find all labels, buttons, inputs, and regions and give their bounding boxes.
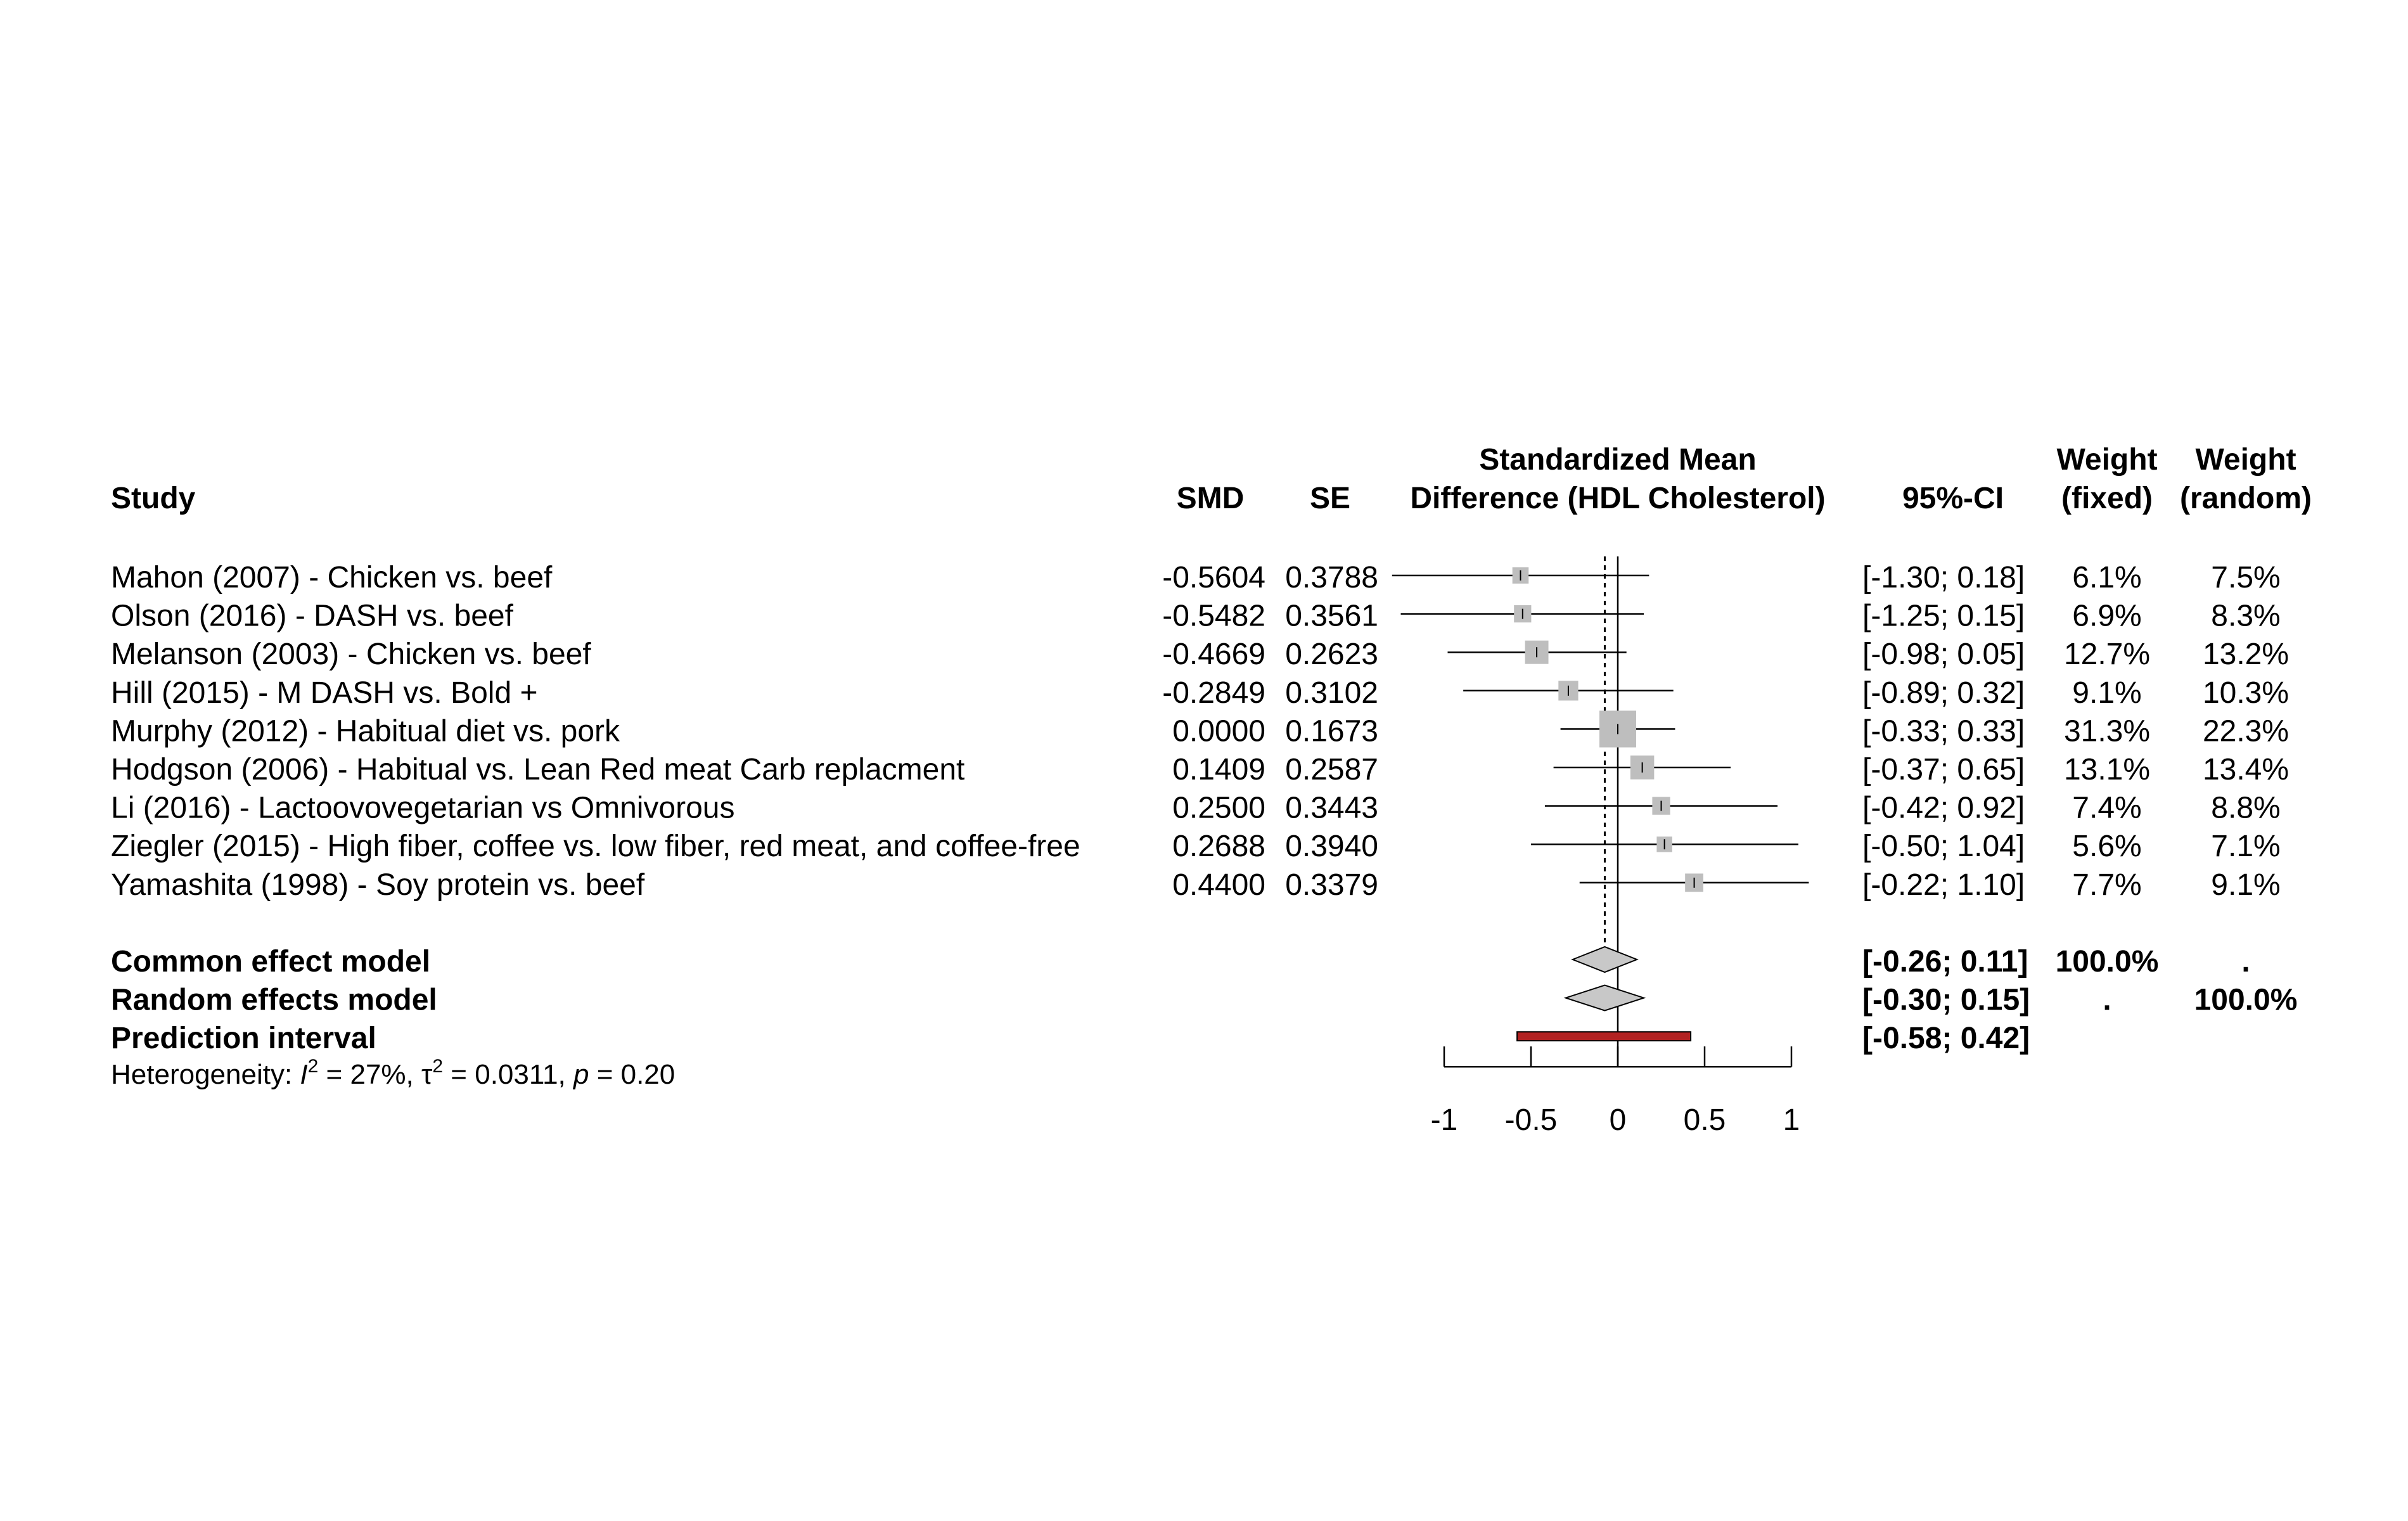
table-row (111, 868, 2281, 902)
smd-value: -0.4669 (1162, 638, 1265, 672)
table-row (111, 638, 2289, 671)
study-label: Li (2016) - Lactoovovegetarian vs Omnivorous (111, 791, 735, 825)
column-headers (111, 443, 2312, 515)
se-value: 0.3102 (1285, 676, 1378, 710)
common-effect-weight-random: . (2241, 945, 2250, 979)
heterogeneity-text (111, 1056, 675, 1090)
weight-random-value: 10.3% (2202, 676, 2290, 710)
header-se: SE (1309, 482, 1351, 515)
weight-random-value: 7.5% (2211, 561, 2281, 594)
prediction-interval-label: Prediction interval (111, 1022, 376, 1056)
smd-value: 0.2500 (1172, 791, 1265, 825)
prediction-interval-row (111, 1022, 2030, 1055)
plot-area (1392, 556, 1809, 1067)
weight-random-value: 7.1% (2211, 830, 2281, 864)
common-effect-diamond (1573, 947, 1637, 972)
x-tick-label: 0 (1609, 1103, 1627, 1138)
weight-fixed-value: 7.7% (2072, 868, 2142, 902)
random-effects-ci: [-0.30; 0.15] (1862, 983, 2030, 1017)
ci-value: [-1.25; 0.15] (1862, 599, 2025, 633)
header-weight-fixed-line2: (fixed) (2061, 482, 2153, 515)
x-axis (1431, 1046, 1800, 1137)
weight-fixed-value: 5.6% (2072, 830, 2142, 864)
ci-value: [-0.33; 0.33] (1862, 714, 2025, 748)
common-effect-row (111, 945, 2250, 979)
header-smd: SMD (1176, 482, 1245, 515)
study-label: Murphy (2012) - Habitual diet vs. pork (111, 714, 620, 748)
se-value: 0.3443 (1285, 791, 1378, 825)
se-value: 0.2623 (1285, 638, 1378, 672)
ci-value: [-0.98; 0.05] (1862, 638, 2025, 672)
weight-fixed-value: 13.1% (2063, 753, 2151, 786)
random-effects-diamond (1566, 985, 1644, 1011)
x-tick-label: -0.5 (1504, 1103, 1558, 1138)
weight-fixed-value: 7.4% (2072, 791, 2142, 825)
random-effects-label: Random effects model (111, 983, 437, 1017)
tau2-value: = 0.0311, (443, 1059, 573, 1090)
common-effect-ci: [-0.26; 0.11] (1862, 945, 2028, 979)
ci-value: [-0.22; 1.10] (1862, 868, 2025, 902)
smd-value: 0.1409 (1172, 753, 1265, 786)
study-label: Mahon (2007) - Chicken vs. beef (111, 561, 553, 594)
tau2-superscript: 2 (432, 1056, 444, 1077)
x-tick-label: 0.5 (1683, 1103, 1726, 1138)
header-weight-random-line2: (random) (2180, 482, 2312, 515)
smd-value: 0.2688 (1172, 830, 1265, 864)
i2-value: = 27%, (318, 1059, 421, 1090)
study-label: Olson (2016) - DASH vs. beef (111, 599, 513, 633)
smd-value: -0.5482 (1162, 599, 1265, 633)
table-row (111, 792, 2281, 825)
ci-value: [-0.37; 0.65] (1862, 753, 2025, 786)
study-label: Ziegler (2015) - High fiber, coffee vs. low fiber, red meat, and coffee-free (111, 830, 1080, 864)
table-row (111, 714, 2289, 748)
common-effect-weight-fixed: 100.0% (2055, 945, 2159, 979)
random-effects-weight-random: 100.0% (2194, 983, 2298, 1017)
weight-random-value: 8.3% (2211, 599, 2281, 633)
i2-symbol: I (300, 1059, 308, 1090)
random-effects-row (111, 984, 2297, 1017)
weight-fixed-value: 9.1% (2072, 676, 2142, 710)
header-effect-line1: Standardized Mean (1479, 443, 1757, 477)
smd-value: -0.2849 (1162, 676, 1265, 710)
se-value: 0.3379 (1285, 868, 1378, 902)
ci-value: [-0.42; 0.92] (1862, 791, 2025, 825)
ci-value: [-1.30; 0.18] (1862, 561, 2025, 594)
table-row (111, 600, 2281, 633)
x-tick-label: -1 (1430, 1103, 1458, 1138)
weight-fixed-value: 6.1% (2072, 561, 2142, 594)
ci-value: [-0.89; 0.32] (1862, 676, 2025, 710)
se-value: 0.3561 (1285, 599, 1378, 633)
study-label: Melanson (2003) - Chicken vs. beef (111, 638, 591, 672)
se-value: 0.3940 (1285, 830, 1378, 864)
smd-value: 0.0000 (1172, 714, 1265, 748)
study-label: Yamashita (1998) - Soy protein vs. beef (111, 868, 645, 902)
se-value: 0.1673 (1285, 714, 1378, 748)
summary-rows (111, 945, 2297, 1055)
random-effects-weight-fixed: . (2103, 983, 2111, 1017)
header-ci: 95%-CI (1902, 482, 2004, 515)
heterogeneity-prefix: Heterogeneity: (111, 1059, 300, 1090)
smd-value: -0.5604 (1162, 561, 1265, 594)
x-tick-label: 1 (1783, 1103, 1800, 1138)
header-study: Study (111, 482, 196, 515)
weight-fixed-value: 12.7% (2063, 638, 2151, 672)
se-value: 0.2587 (1285, 753, 1378, 786)
weight-random-value: 13.4% (2202, 753, 2290, 786)
smd-value: 0.4400 (1172, 868, 1265, 902)
weight-random-value: 22.3% (2202, 714, 2290, 748)
weight-fixed-value: 6.9% (2072, 599, 2142, 633)
table-row (111, 676, 2289, 710)
p-symbol: p (573, 1059, 589, 1090)
header-weight-fixed-line1: Weight (2056, 443, 2158, 477)
prediction-interval-ci: [-0.58; 0.42] (1862, 1022, 2030, 1056)
weight-fixed-value: 31.3% (2063, 714, 2151, 748)
ci-value: [-0.50; 1.04] (1862, 830, 2025, 864)
table-row (111, 830, 2281, 863)
header-weight-random-line1: Weight (2195, 443, 2296, 477)
table-row (111, 561, 2281, 594)
study-label: Hill (2015) - M DASH vs. Bold + (111, 676, 538, 710)
se-value: 0.3788 (1285, 561, 1378, 594)
i2-superscript: 2 (307, 1056, 319, 1077)
common-effect-label: Common effect model (111, 945, 431, 979)
weight-random-value: 13.2% (2202, 638, 2290, 672)
header-effect-line2: Difference (HDL Cholesterol) (1410, 482, 1826, 515)
weight-random-value: 8.8% (2211, 791, 2281, 825)
prediction-interval-bar (1517, 1032, 1691, 1041)
table-row (111, 753, 2289, 786)
study-rows (111, 561, 2289, 902)
tau2-symbol: τ (421, 1059, 433, 1090)
p-value: = 0.20 (589, 1059, 676, 1090)
study-label: Hodgson (2006) - Habitual vs. Lean Red meat Carb replacment (111, 753, 965, 786)
weight-random-value: 9.1% (2211, 868, 2281, 902)
